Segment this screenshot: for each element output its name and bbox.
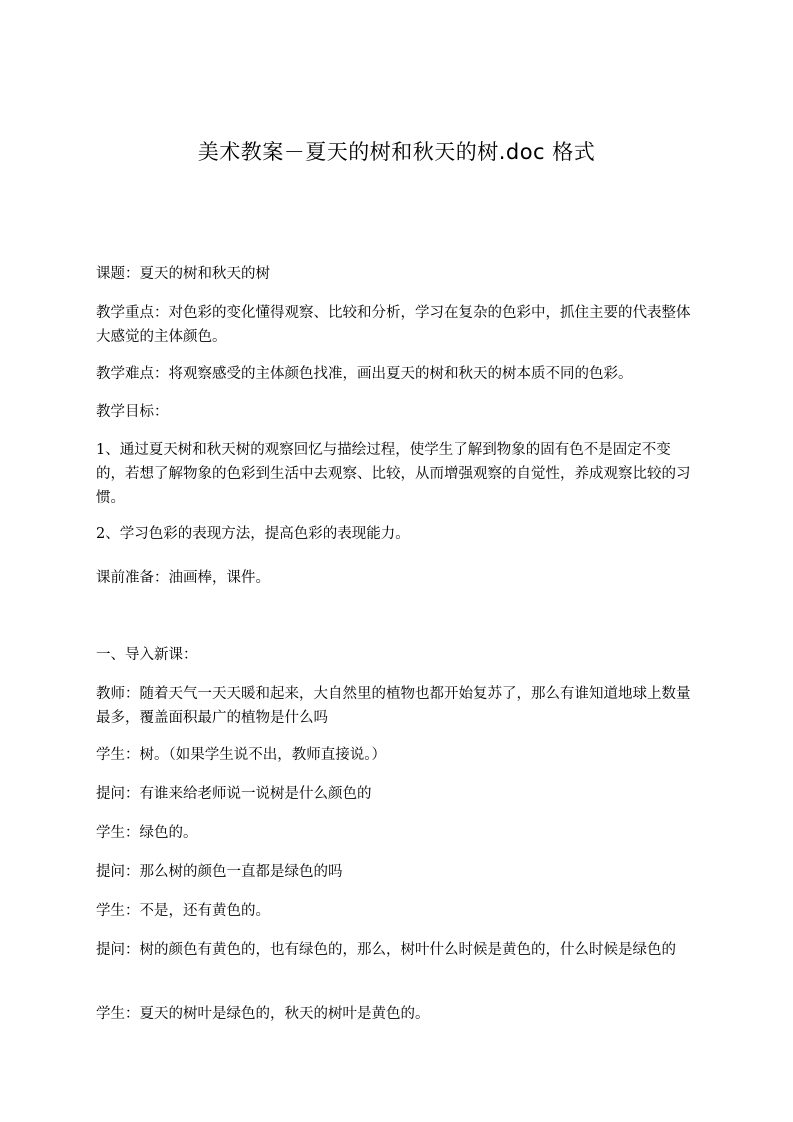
paragraph-goals-heading: 教学目标： (96, 404, 169, 420)
paragraph-student-2: 学生：绿色的。 (96, 825, 198, 841)
document-title: 美术教案－夏天的树和秋天的树.doc 格式 (197, 140, 596, 164)
paragraph-question-1: 提问：有谁来给老师说一说树是什么颜色的 (96, 786, 372, 802)
paragraph-preparation: 课前准备：油画棒，课件。 (96, 570, 270, 586)
paragraph-question-2: 提问：那么树的颜色一直都是绿色的吗 (96, 864, 343, 880)
paragraph-teacher: 教师：随着天气一天天暖和起来，大自然里的植物也都开始复苏了，那么有谁知道地球上数量最多，覆盖面积最广的植物是什么吗 (96, 686, 691, 726)
paragraph-topic: 课题：夏天的树和秋天的树 (96, 266, 270, 282)
paragraph-goal-2: 2、学习色彩的表现方法，提高色彩的表现能力。 (96, 526, 410, 542)
paragraph-difficulties: 教学难点：将观察感受的主体颜色找准，画出夏天的树和秋天的树本质不同的色彩。 (96, 366, 633, 382)
paragraph-student-4: 学生：夏天的树叶是绿色的，秋天的树叶是黄色的。 (96, 1006, 430, 1022)
paragraph-key-points: 教学重点：对色彩的变化懂得观察、比较和分析，学习在复杂的色彩中，抓住主要的代表整体大感觉的主体颜色。 (96, 305, 691, 345)
paragraph-goal-1: 1、通过夏天树和秋天树的观察回忆与描绘过程，使学生了解到物象的固有色不是固定不变的，若想了解物象的色彩到生活中去观察、比较，从而增强观察的自觉性，养成观察比较的习惯。 (96, 442, 691, 506)
paragraph-question-3: 提问：树的颜色有黄色的，也有绿色的，那么，树叶什么时候是黄色的，什么时候是绿色的 (96, 942, 676, 958)
paragraph-student-1: 学生：树。（如果学生说不出，教师直接说。） (96, 747, 386, 763)
paragraph-student-3: 学生：不是，还有黄色的。 (96, 903, 270, 919)
paragraph-section-intro: 一、导入新课： (96, 647, 198, 663)
